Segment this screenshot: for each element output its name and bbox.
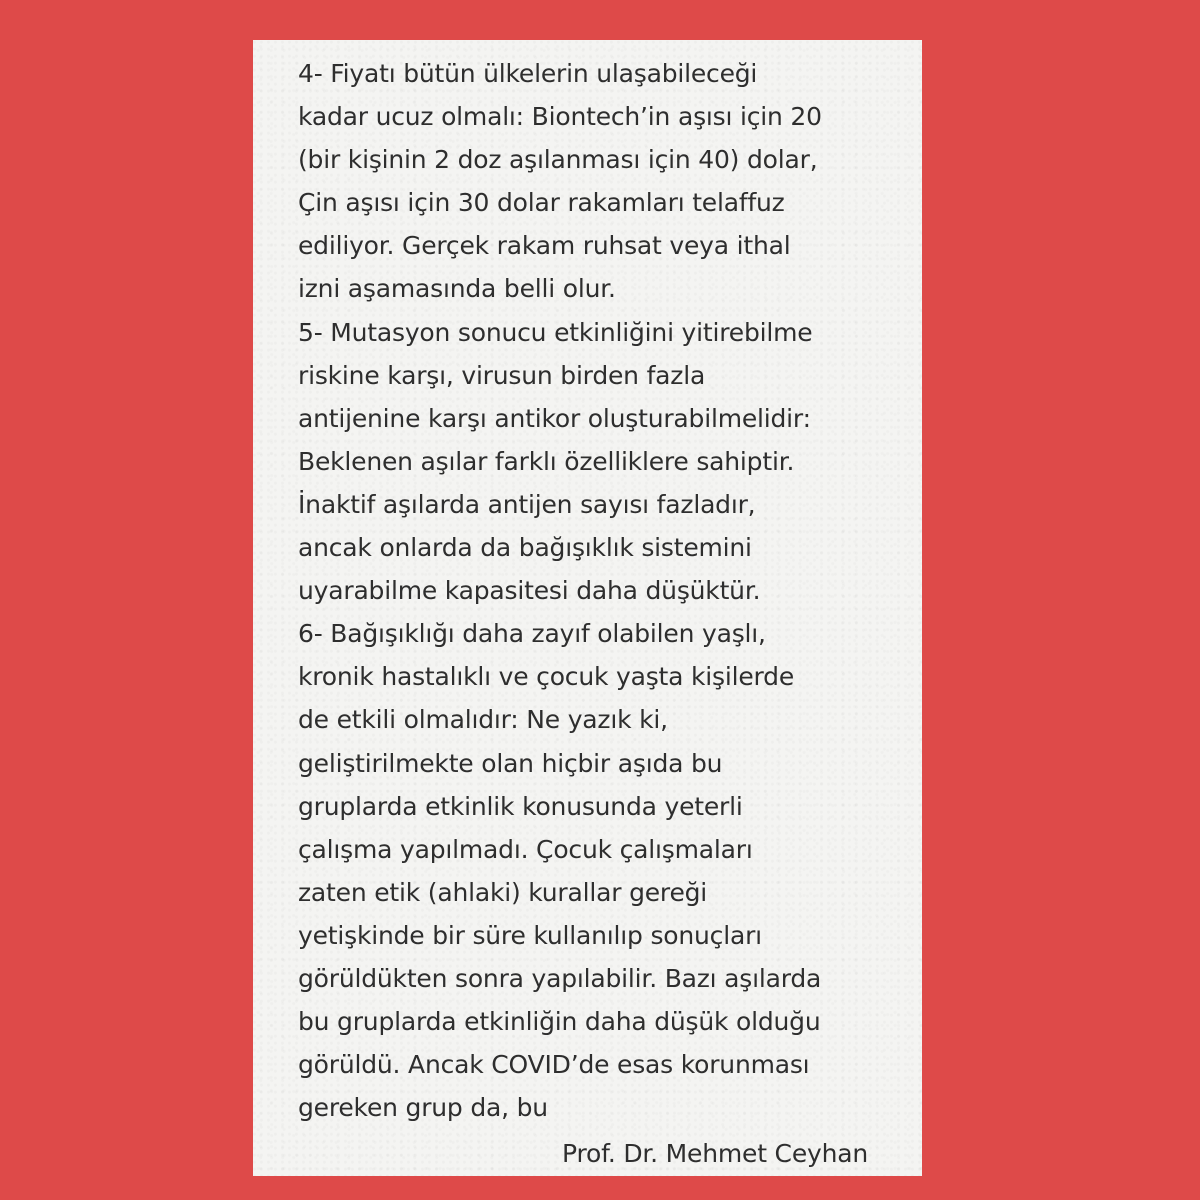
text-line: görüldükten sonra yapılabilir. Bazı aşılarda <box>298 963 822 993</box>
text-line: riskine karşı, virusun birden fazla <box>298 360 706 390</box>
text-line: çalışma yapılmadı. Çocuk çalışmaları <box>298 834 753 864</box>
text-line: ancak onlarda da bağışıklık sistemini <box>298 533 752 563</box>
text-line: Beklenen aşılar farklı özelliklere sahiptir. <box>298 446 795 476</box>
text-line: bu gruplarda etkinliğin daha düşük olduğu <box>298 1007 821 1037</box>
text-line: antijenine karşı antikor oluşturabilmelidir: <box>298 403 811 433</box>
text-line: ediliyor. Gerçek rakam ruhsat veya ithal <box>298 231 791 261</box>
text-line: görüldü. Ancak COVID’de esas korunması <box>298 1050 810 1080</box>
text-line: gereken grup da, bu <box>298 1093 548 1123</box>
text-line: 4- Fiyatı bütün ülkelerin ulaşabileceği <box>298 59 758 88</box>
text-line: kronik hastalıklı ve çocuk yaşta kişilerde <box>298 662 795 692</box>
author-signature: Prof. Dr. Mehmet Ceyhan <box>562 1139 868 1168</box>
text-line: gruplarda etkinlik konusunda yeterli <box>298 791 743 821</box>
text-line: kadar ucuz olmalı: Biontech’in aşısı için 20 <box>298 102 822 132</box>
paper-sheet <box>253 40 922 1176</box>
text-line: uyarabilme kapasitesi daha düşüktür. <box>298 576 761 606</box>
text-line: İnaktif aşılarda antijen sayısı fazladır, <box>298 489 756 519</box>
body-text <box>298 52 822 1129</box>
text-line: 6- Bağışıklığı daha zayıf olabilen yaşlı, <box>298 619 766 649</box>
text-line: geliştirilmekte olan hiçbir aşıda bu <box>298 748 723 778</box>
text-line: zaten etik (ahlaki) kurallar gereği <box>298 877 708 907</box>
text-line: de etkili olmalıdır: Ne yazık ki, <box>298 705 668 735</box>
text-line: yetişkinde bir süre kullanılıp sonuçları <box>298 920 762 950</box>
text-line: Çin aşısı için 30 dolar rakamları telaffuz <box>298 188 785 218</box>
text-line: (bir kişinin 2 doz aşılanması için 40) dolar, <box>298 145 818 175</box>
text-line: izni aşamasında belli olur. <box>298 274 616 304</box>
text-line: 5- Mutasyon sonucu etkinliğini yitirebilme <box>298 317 813 347</box>
